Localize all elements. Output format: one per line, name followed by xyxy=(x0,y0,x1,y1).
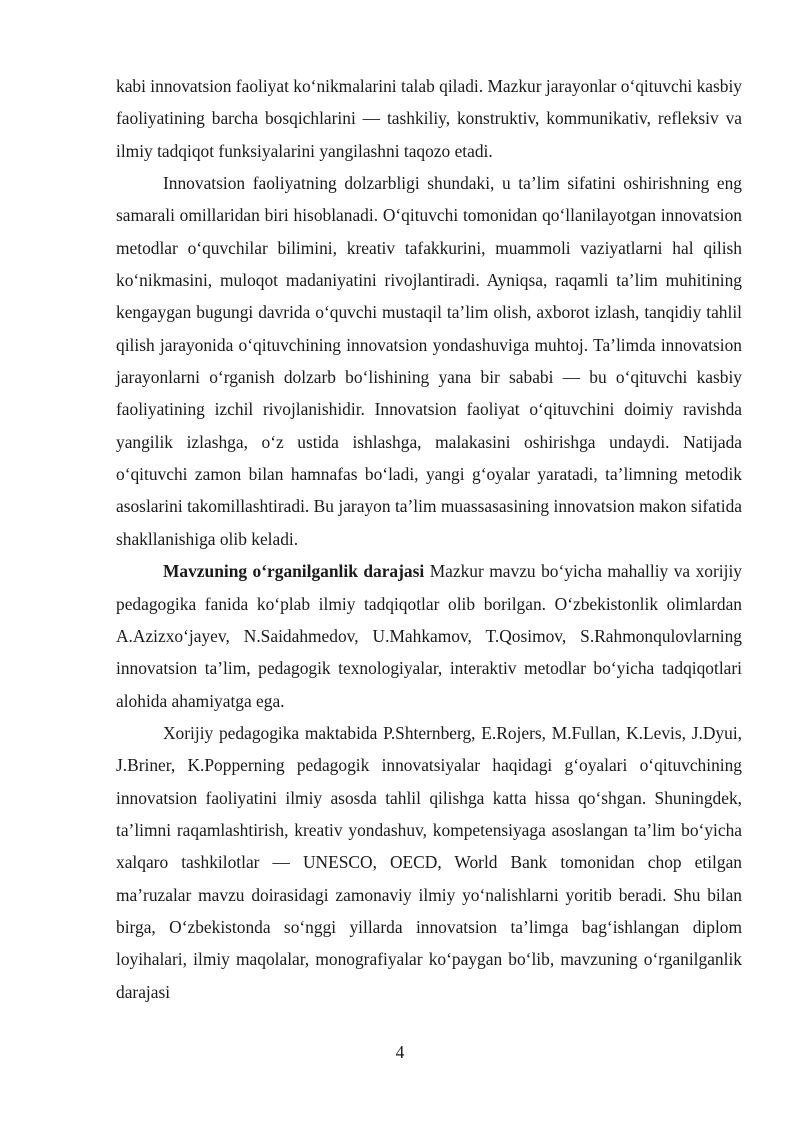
paragraph-2-text: Innovatsion faoliyatning dolzarbligi shundaki, u ta’lim sifatini oshirishning eng samarali omillaridan biri hisoblanadi. Oʻqituvchi tomonidan qoʻllanilayotgan innovatsion metodlar oʻquvchilar bilimini, kreativ tafakkurini, muammoli vaziyatlarni hal qilish koʻnikmasini, muloqot madaniyatini rivojlantiradi. Ayniqsa, raqamli ta’lim muhitining kengaygan bugungi davrida oʻquvchi mustaqil ta’lim olish, axborot izlash, tanqidiy tahlil qilish jarayonida oʻqituvchining innovatsion yondashuviga muhtoj. Ta’limda innovatsion jarayonlarni oʻrganish dolzarb boʻlishining yana bir sababi — bu oʻqituvchi kasbiy faoliyatining izchil rivojlanishidir. Innovatsion faoliyat oʻqituvchini doimiy ravishda yangilik izlashga, oʻz ustida ishlashga, malakasini oshirishga undaydi. Natijada oʻqituvchi zamon bilan hamnafas boʻladi, yangi gʻoyalar yaratadi, ta’limning metodik asoslarini takomillashtiradi. Bu jarayon ta’lim muassasasining innovatsion makon sifatida shakllanishiga olib keladi. xyxy=(116,173,742,549)
paragraph-3-text: Mazkur mavzu boʻyicha mahalliy va xorijiy pedagogika fanida koʻplab ilmiy tadqiqotlar olib borilgan. Oʻzbekistonlik olimlardan A.Azizxoʻjayev, N.Saidahmedov, U.Mahkamov, T.Qosimov, S.Rahmonqulovlarning innovatsion ta’lim, pedagogik texnologiyalar, interaktiv metodlar boʻyicha tadqiqotlari alohida ahamiyatga ega. xyxy=(116,561,742,711)
paragraph-2 xyxy=(116,167,742,555)
section-heading-inline: Mavzuning oʻrganilganlik darajasi xyxy=(163,561,425,582)
paragraph-1 xyxy=(116,70,742,167)
paragraph-4-text: Xorijiy pedagogika maktabida P.Shternberg, E.Rojers, M.Fullan, K.Levis, J.Dyui, J.Briner, K.Popperning pedagogik innovatsiyalar haqidagi gʻoyalari oʻqituvchining innovatsion faoliyatini ilmiy asosda tahlil qilishga katta hissa qoʻshgan. Shuningdek, ta’limni raqamlashtirish, kreativ yondashuv, kompetensiyaga asoslangan ta’lim boʻyicha xalqaro tashkilotlar — UNESCO, OECD, World Bank tomonidan chop etilgan ma’ruzalar mavzu doirasidagi zamonaviy ilmiy yoʻnalishlarni yoritib beradi. Shu bilan birga, Oʻzbekistonda soʻnggi yillarda innovatsion ta’limga bagʻishlangan diplom loyihalari, ilmiy maqolalar, monografiyalar koʻpaygan boʻlib, mavzuning oʻrganilganlik darajasi xyxy=(116,722,742,1002)
page-body xyxy=(116,70,742,1008)
paragraph-1-text: kabi innovatsion faoliyat koʻnikmalarini talab qiladi. Mazkur jarayonlar oʻqituvchi kasbiy faoliyatining barcha bosqichlarini — tashkiliy, konstruktiv, kommunikativ, refleksiv va ilmiy tadqiqot funksiyalarini yangilashni taqozo etadi. xyxy=(116,76,742,161)
paragraph-4 xyxy=(116,717,742,1008)
paragraph-3 xyxy=(116,555,742,717)
page-number: 4 xyxy=(395,1042,405,1062)
